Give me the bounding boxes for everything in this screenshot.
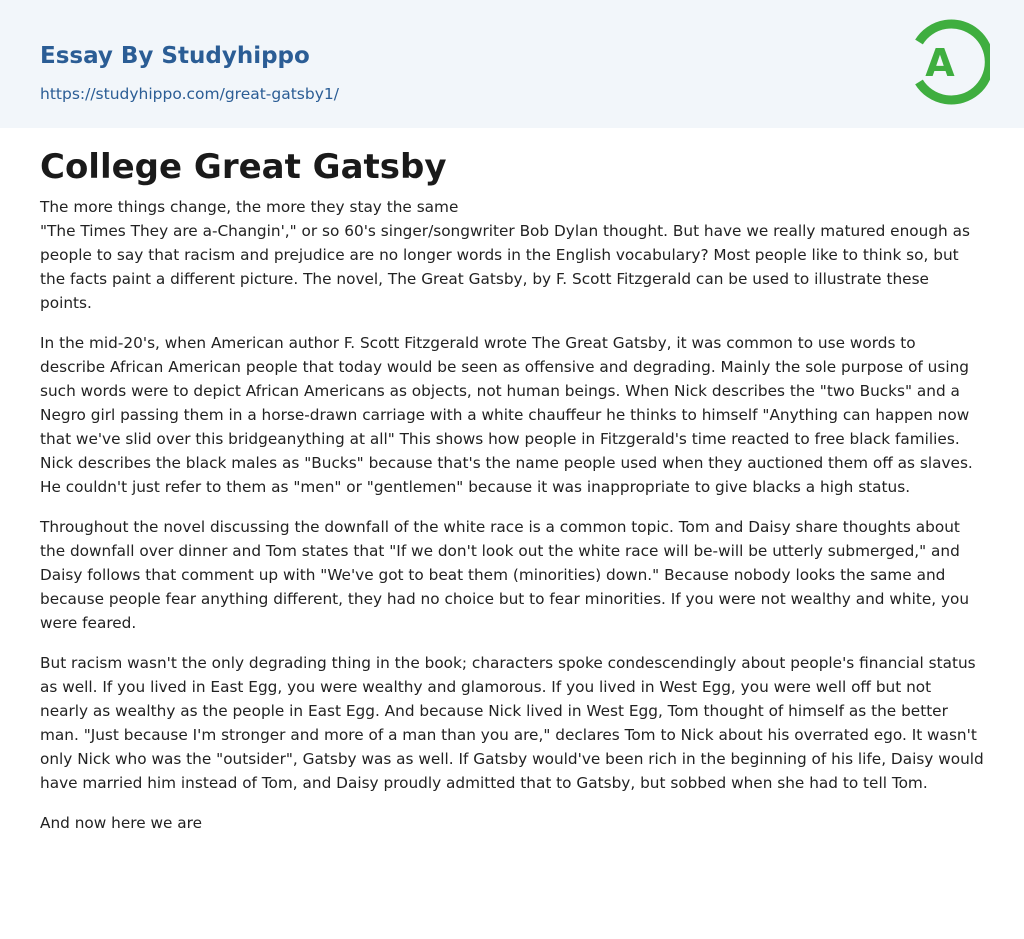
essay-paragraph-3: Throughout the novel discussing the downfall of the white race is a common topic. Tom and Daisy share thoughts about the downfall over dinner and Tom states that "If we don't look out the white race will be-will be utterly submerged," and Daisy follows that comment up with "We've got to beat them (minorities) down." Because nobody looks the same and because people fear anything different, they had no choice but to fear minorities. If you were not wealthy and white, you were feared. [40,518,970,632]
essay-paragraph-4: But racism wasn't the only degrading thing in the book; characters spoke condescendingly about people's financial status as well. If you lived in East Egg, you were wealthy and glamorous. If you lived in West Egg, you were well off but not nearly as wealthy as the people in East Egg. And because Nick lived in West Egg, Tom thought of himself as the better man. "Just because I'm stronger and more of a man than you are," declares Tom to Nick about his overrated ego. It wasn't only Nick who was the "outsider", Gatsby was as well. If Gatsby would've been rich in the beginning of his life, Daisy would have married him instead of Tom, and Daisy proudly admitted that to Gatsby, but sobbed when she had to tell Tom. [40,654,984,792]
brand-title: Essay By Studyhippo [40,43,310,69]
studyhippo-logo-icon[interactable] [904,14,990,110]
essay-subtitle: The more things change, the more they stay the same [40,198,459,216]
source-url-link[interactable]: https://studyhippo.com/great-gatsby1/ [40,85,339,103]
essay-body [40,195,984,851]
logo-letter: A [925,41,955,85]
essay-intro-paragraph [40,195,984,315]
essay-paragraph-2: In the mid-20's, when American author F. Scott Fitzgerald wrote The Great Gatsby, it was common to use words to describe African American people that today would be seen as offensive and degrading. Mainly the sole purpose of using such words were to depict African Americans as objects, not human beings. When Nick describes the "two Bucks" and a Negro girl passing them in a horse-drawn carriage with a white chauffeur he thinks to himself "Anything can happen now that we've slid over this bridgeanything at all" This shows how people in Fitzgerald's time reacted to free black families. Nick describes the black males as "Bucks" because that's the name people used when they auctioned them off as slaves. He couldn't just refer to them as "men" or "gentlemen" because it was inappropriate to give blacks a high status. [40,334,973,496]
essay-paragraph-1: "The Times They are a-Changin'," or so 60's singer/songwriter Bob Dylan thought. But have we really matured enough as people to say that racism and prejudice are no longer words in the English vocabulary? Most people like to think so, but the facts paint a different picture. The novel, The Great Gatsby, by F. Scott Fitzgerald can be used to illustrate these points. [40,222,970,312]
page-title: College Great Gatsby [40,147,447,187]
essay-paragraph-5: And now here we are [40,814,203,832]
site-header [0,0,1024,128]
